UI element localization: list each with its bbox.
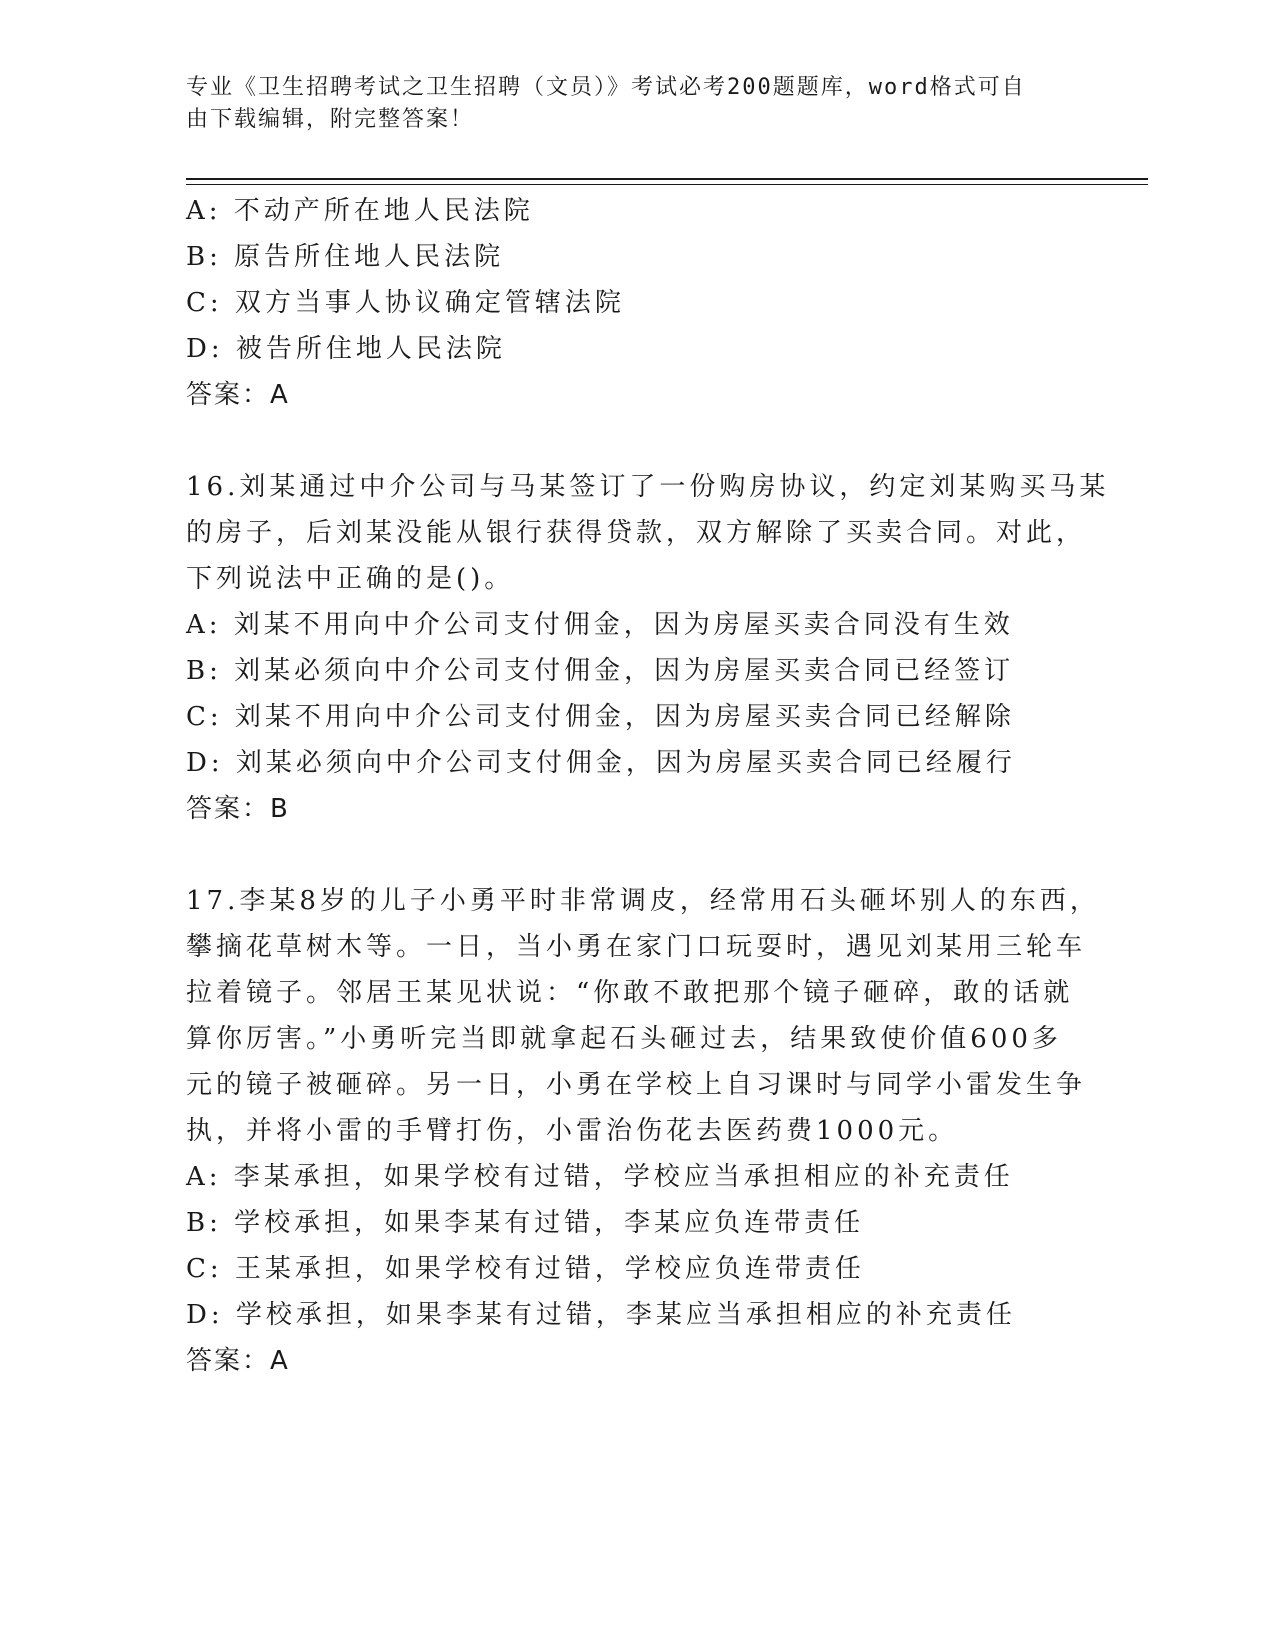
question-stem-line: 16.刘某通过中介公司与马某签订了一份购房协议，约定刘某购买马某 (186, 472, 1110, 502)
question-stem-line: 攀摘花草树木等。一日，当小勇在家门口玩耍时，遇见刘某用三轮车 (186, 932, 1087, 962)
question-stem-line: 元的镜子被砸碎。另一日，小勇在学校上自习课时与同学小雷发生争 (186, 1070, 1087, 1100)
document-body (186, 188, 1110, 1384)
question-stem-line: 17.李某8岁的儿子小勇平时非常调皮，经常用石头砸坏别人的东西， (186, 886, 1100, 916)
option-a: A: 不动产所在地人民法院 (186, 196, 534, 226)
option-c: C: 王某承担，如果学校有过错，学校应负连带责任 (186, 1254, 865, 1284)
question-stem-line: 下列说法中正确的是()。 (186, 564, 515, 594)
option-c: C: 双方当事人协议确定管辖法院 (186, 288, 625, 318)
question-spacer (186, 832, 1086, 878)
header-rule-thin (186, 184, 1148, 185)
question-15 (186, 188, 1086, 418)
question-stem-line: 的房子，后刘某没能从银行获得贷款，双方解除了买卖合同。对此， (186, 518, 1087, 548)
option-b: B: 原告所住地人民法院 (186, 242, 505, 272)
header-line-2: 由下载编辑，附完整答案！ (186, 107, 475, 132)
option-a: A: 刘某不用向中介公司支付佣金，因为房屋买卖合同没有生效 (186, 610, 1014, 640)
answer-line: 答案：A (186, 380, 290, 410)
question-stem-line: 执，并将小雷的手臂打伤，小雷治伤花去医药费1000元。 (186, 1116, 959, 1146)
option-b: B: 刘某必须向中介公司支付佣金，因为房屋买卖合同已经签订 (186, 656, 1015, 686)
option-d: D: 刘某必须向中介公司支付佣金，因为房屋买卖合同已经履行 (186, 748, 1016, 778)
option-d: D: 被告所住地人民法院 (186, 334, 506, 364)
option-c: C: 刘某不用向中介公司支付佣金，因为房屋买卖合同已经解除 (186, 702, 1015, 732)
header-rule-thick (186, 178, 1148, 180)
question-16 (186, 464, 1110, 832)
question-spacer (186, 418, 1086, 464)
question-stem-line: 算你厉害。”小勇听完当即就拿起石头砸过去，结果致使价值600多 (186, 1024, 1062, 1054)
header-line-1: 专业《卫生招聘考试之卫生招聘（文员）》考试必考200题题库，word格式可自 (186, 75, 1026, 100)
question-stem-line: 拉着镜子。邻居王某见状说：“你敢不敢把那个镜子砸碎，敢的话就 (186, 978, 1074, 1008)
question-17 (186, 878, 1100, 1384)
option-b: B: 学校承担，如果李某有过错，李某应负连带责任 (186, 1208, 865, 1238)
document-header (186, 72, 1066, 136)
answer-line: 答案：A (186, 1346, 290, 1376)
answer-line: 答案：B (186, 794, 290, 824)
option-a: A: 李某承担，如果学校有过错，学校应当承担相应的补充责任 (186, 1162, 1014, 1192)
option-d: D: 学校承担，如果李某有过错，李某应当承担相应的补充责任 (186, 1300, 1016, 1330)
